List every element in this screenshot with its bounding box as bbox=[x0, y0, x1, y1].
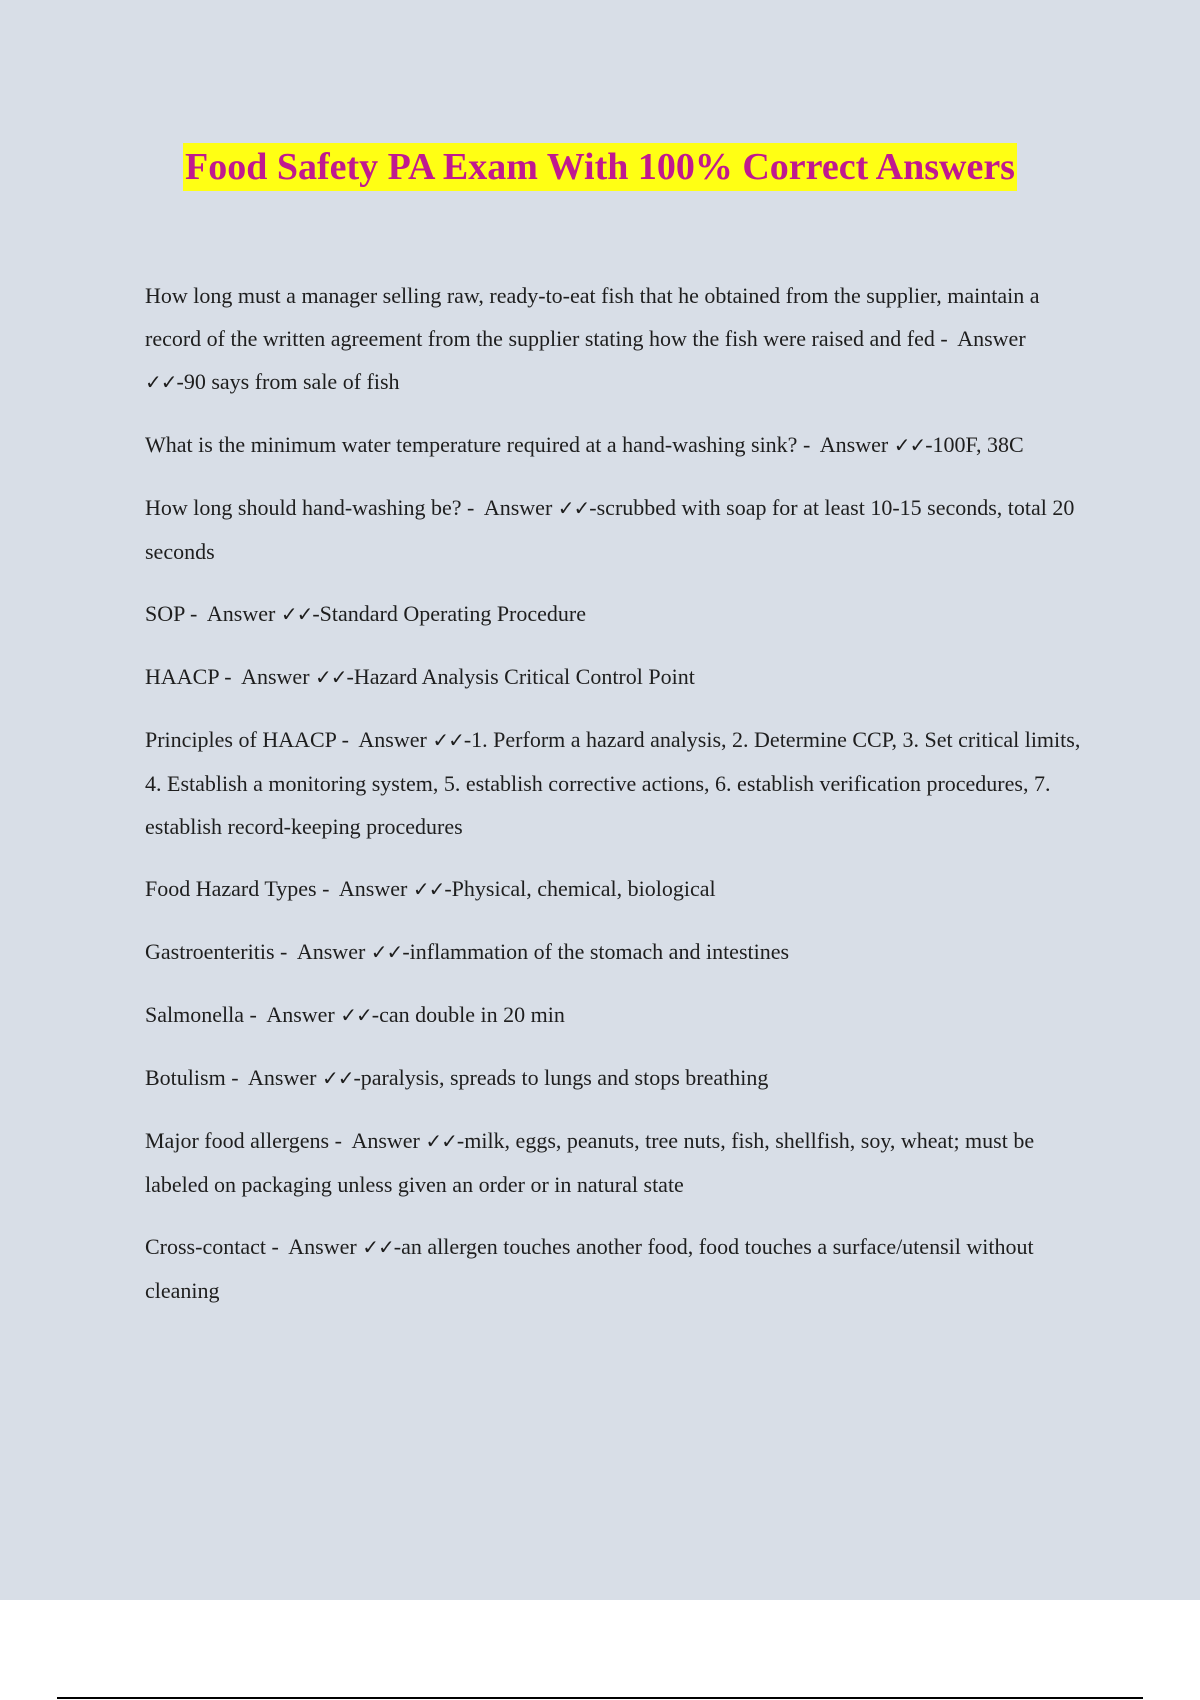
answer-label: Answer bbox=[296, 939, 366, 964]
answer-text: -100F, 38C bbox=[925, 432, 1024, 457]
question-text: How long should hand-washing be? - bbox=[145, 495, 480, 520]
double-check-icon: ✓✓ bbox=[280, 602, 313, 626]
answer-label: Answer bbox=[358, 727, 427, 752]
answer-label: Answer bbox=[241, 664, 310, 689]
question-text: Salmonella - bbox=[145, 1002, 262, 1027]
answer-text: -Physical, chemical, biological bbox=[444, 876, 716, 901]
answer-text: -Standard Operating Procedure bbox=[312, 601, 587, 626]
double-check-icon: ✓✓ bbox=[432, 728, 464, 752]
question-text: What is the minimum water temperature required at a hand-washing sink? - bbox=[145, 432, 816, 457]
question-text: HAACP - bbox=[145, 664, 237, 689]
answer-text: -1. Perform a hazard analysis, 2. Determine CCP, 3. Set critical limits, 4. Establish a monitoring system, 5. establish corrective actions, 6. establish verification procedures, 7. establish record-keeping procedures bbox=[145, 727, 1081, 839]
question-text: Gastroenteritis - bbox=[145, 939, 293, 964]
question-text: Principles of HAACP - bbox=[145, 727, 354, 752]
answer-text: -paralysis, spreads to lungs and stops breathing bbox=[353, 1065, 769, 1090]
qa-item bbox=[145, 1119, 1090, 1206]
answer-text: -Hazard Analysis Critical Control Point bbox=[346, 664, 695, 689]
qa-list bbox=[145, 274, 1090, 1331]
answer-text: -milk, eggs, peanuts, tree nuts, fish, shellfish, soy, wheat; must be labeled on packaging unless given an order or in natural state bbox=[145, 1128, 1035, 1197]
answer-text: -an allergen touches another food, food touches a surface/utensil without cleaning bbox=[145, 1234, 1034, 1303]
qa-item bbox=[145, 592, 1090, 636]
double-check-icon: ✓✓ bbox=[340, 1003, 372, 1027]
answer-label: Answer bbox=[266, 1002, 335, 1027]
double-check-icon: ✓✓ bbox=[557, 496, 590, 520]
qa-item bbox=[145, 274, 1090, 404]
qa-item bbox=[145, 867, 1090, 911]
double-check-icon: ✓✓ bbox=[145, 370, 177, 394]
qa-item bbox=[145, 718, 1090, 848]
answer-label: Answer bbox=[248, 1065, 317, 1090]
answer-label: Answer bbox=[338, 876, 408, 901]
question-text: Botulism - bbox=[145, 1065, 244, 1090]
double-check-icon: ✓✓ bbox=[321, 1066, 354, 1090]
bottom-divider bbox=[57, 1697, 1143, 1699]
answer-label: Answer bbox=[483, 495, 553, 520]
question-text: Major food allergens - bbox=[145, 1128, 347, 1153]
answer-label: Answer bbox=[288, 1234, 357, 1259]
double-check-icon: ✓✓ bbox=[412, 877, 445, 901]
answer-text: -90 says from sale of fish bbox=[176, 369, 400, 394]
question-text: Food Hazard Types - bbox=[145, 876, 335, 901]
question-text: SOP - bbox=[145, 601, 203, 626]
answer-text: -can double in 20 min bbox=[371, 1002, 565, 1027]
answer-label: Answer bbox=[957, 326, 1026, 351]
qa-item bbox=[145, 1056, 1090, 1100]
document-title: Food Safety PA Exam With 100% Correct Answers bbox=[183, 143, 1017, 191]
qa-item bbox=[145, 993, 1090, 1037]
qa-item bbox=[145, 486, 1090, 573]
double-check-icon: ✓✓ bbox=[893, 433, 926, 457]
qa-item bbox=[145, 655, 1090, 699]
double-check-icon: ✓✓ bbox=[425, 1129, 457, 1153]
answer-label: Answer bbox=[206, 601, 276, 626]
answer-text: -inflammation of the stomach and intestines bbox=[402, 939, 790, 964]
double-check-icon: ✓✓ bbox=[315, 665, 347, 689]
qa-item bbox=[145, 423, 1090, 467]
question-text: Cross-contact - bbox=[145, 1234, 284, 1259]
qa-item bbox=[145, 930, 1090, 974]
double-check-icon: ✓✓ bbox=[370, 940, 403, 964]
answer-text: -scrubbed with soap for at least 10-15 seconds, total 20 seconds bbox=[145, 495, 1075, 564]
qa-item bbox=[145, 1225, 1090, 1312]
double-check-icon: ✓✓ bbox=[362, 1235, 394, 1259]
question-text: How long must a manager selling raw, ready-to-eat fish that he obtained from the supplier, maintain a record of the written agreement from the supplier stating how the fish were raised and fed - bbox=[145, 283, 1040, 351]
answer-label: Answer bbox=[819, 432, 889, 457]
title-container bbox=[0, 143, 1200, 191]
answer-label: Answer bbox=[351, 1128, 420, 1153]
